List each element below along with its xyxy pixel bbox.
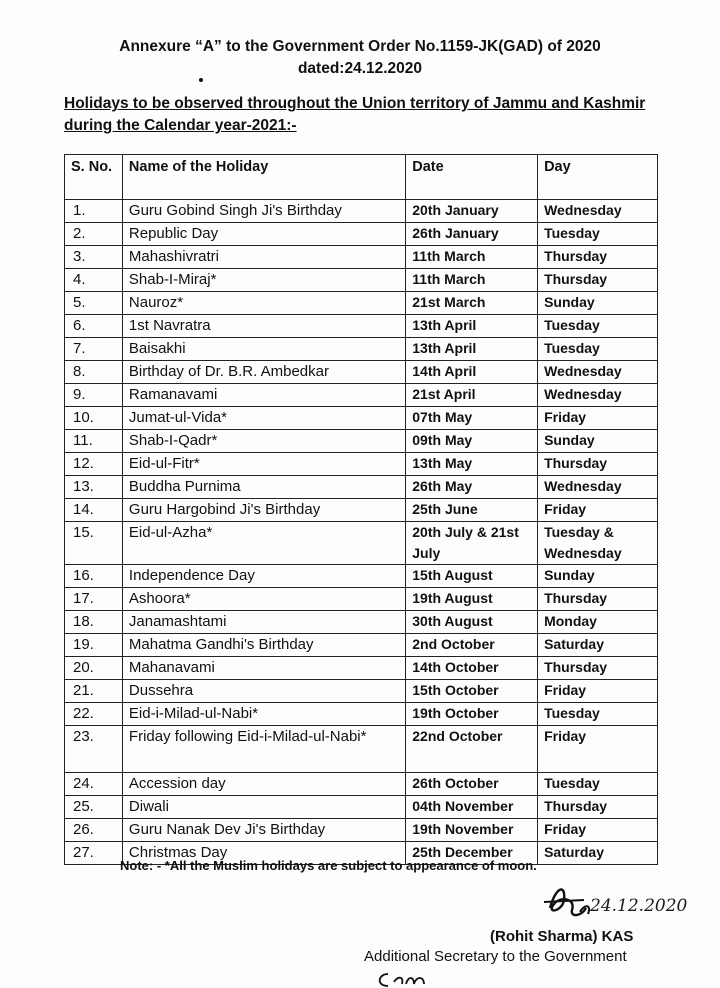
holiday-date: 25th June — [406, 499, 538, 522]
holiday-sno: 7. — [65, 338, 123, 361]
holiday-date: 21st April — [406, 384, 538, 407]
holiday-name: Eid-i-Milad-ul-Nabi* — [122, 703, 405, 726]
holiday-list-title: Holidays to be observed throughout the Union territory of Jammu and Kashmir during the Calendar year-2021:- — [64, 95, 646, 134]
holiday-name: 1st Navratra — [122, 315, 405, 338]
holiday-date: 14th October — [406, 657, 538, 680]
holiday-date: 15th October — [406, 680, 538, 703]
holiday-day: Tuesday — [538, 338, 658, 361]
holiday-name: Shab-I-Qadr* — [122, 430, 405, 453]
holiday-date: 21st March — [406, 292, 538, 315]
holiday-name: Mahashivratri — [122, 246, 405, 269]
holiday-date: 13th May — [406, 453, 538, 476]
holiday-name: Republic Day — [122, 223, 405, 246]
holiday-sno: 17. — [65, 588, 123, 611]
holiday-date: 09th May — [406, 430, 538, 453]
holiday-sno: 21. — [65, 680, 123, 703]
holiday-day: Wednesday — [538, 200, 658, 223]
holiday-sno: 15. — [65, 522, 123, 565]
table-row — [65, 773, 658, 796]
holiday-sno: 5. — [65, 292, 123, 315]
table-row — [65, 819, 658, 842]
holiday-sno: 2. — [65, 223, 123, 246]
holiday-sno: 3. — [65, 246, 123, 269]
holiday-sno: 20. — [65, 657, 123, 680]
table-row — [65, 726, 658, 773]
holiday-date: 30th August — [406, 611, 538, 634]
table-row — [65, 430, 658, 453]
table-row — [65, 223, 658, 246]
holiday-day: Thursday — [538, 269, 658, 292]
signer-designation: Additional Secretary to the Government — [364, 948, 627, 965]
holiday-day: Friday — [538, 499, 658, 522]
holiday-sno: 24. — [65, 773, 123, 796]
holiday-name: Buddha Purnima — [122, 476, 405, 499]
holiday-day: Saturday — [538, 634, 658, 657]
holiday-day: Thursday — [538, 796, 658, 819]
order-date: dated:24.12.2020 — [297, 60, 423, 77]
signer-name: (Rohit Sharma) KAS — [490, 928, 634, 945]
holiday-sno: 9. — [65, 384, 123, 407]
holiday-day: Saturday — [538, 842, 658, 865]
holiday-name: Ramanavami — [122, 384, 405, 407]
holiday-sno: 23. — [65, 726, 123, 773]
col-sno-header: S. No. — [65, 155, 123, 200]
holiday-name: Eid-ul-Azha* — [122, 522, 405, 565]
holiday-sno: 12. — [65, 453, 123, 476]
holiday-sno: 11. — [65, 430, 123, 453]
holiday-sno: 1. — [65, 200, 123, 223]
holiday-day: Wednesday — [538, 476, 658, 499]
table-row — [65, 292, 658, 315]
holiday-date: 15th August — [406, 565, 538, 588]
holiday-name: Mahanavami — [122, 657, 405, 680]
col-date-header: Date — [406, 155, 538, 200]
table-row — [65, 522, 658, 565]
holiday-day: Thursday — [538, 588, 658, 611]
holiday-date: 25th December — [406, 842, 538, 865]
holiday-name: Diwali — [122, 796, 405, 819]
holiday-date: 19th August — [406, 588, 538, 611]
holiday-sno: 14. — [65, 499, 123, 522]
holiday-day: Tuesday & Wednesday — [538, 522, 658, 565]
holiday-sno: 19. — [65, 634, 123, 657]
col-day-header: Day — [538, 155, 658, 200]
holiday-sno: 18. — [65, 611, 123, 634]
holiday-day: Wednesday — [538, 384, 658, 407]
holiday-name: Independence Day — [122, 565, 405, 588]
holiday-day: Thursday — [538, 657, 658, 680]
holiday-name: Accession day — [122, 773, 405, 796]
holiday-name: Baisakhi — [122, 338, 405, 361]
holiday-date: 13th April — [406, 338, 538, 361]
table-row — [65, 657, 658, 680]
holiday-sno: 16. — [65, 565, 123, 588]
holiday-day: Sunday — [538, 430, 658, 453]
holiday-date: 19th October — [406, 703, 538, 726]
table-row — [65, 476, 658, 499]
holiday-name: Birthday of Dr. B.R. Ambedkar — [122, 361, 405, 384]
holiday-sno: 27. — [65, 842, 123, 865]
holiday-sno: 13. — [65, 476, 123, 499]
holiday-name: Friday following Eid-i-Milad-ul-Nabi* — [122, 726, 405, 773]
table-row — [65, 200, 658, 223]
holiday-day: Sunday — [538, 292, 658, 315]
document-header — [0, 36, 720, 80]
holiday-day: Tuesday — [538, 223, 658, 246]
table-row — [65, 703, 658, 726]
holiday-date: 2nd October — [406, 634, 538, 657]
holiday-day: Monday — [538, 611, 658, 634]
table-row — [65, 499, 658, 522]
table-row — [65, 338, 658, 361]
holiday-date: 11th March — [406, 246, 538, 269]
holiday-date: 26th January — [406, 223, 538, 246]
holiday-sno: 6. — [65, 315, 123, 338]
order-title: Annexure “A” to the Government Order No.1159-JK(GAD) of 2020 — [119, 38, 601, 55]
holiday-day: Thursday — [538, 246, 658, 269]
table-row — [65, 565, 658, 588]
table-row — [65, 361, 658, 384]
ink-dot — [199, 78, 203, 82]
holiday-date: 22nd October — [406, 726, 538, 773]
holiday-name: Guru Gobind Singh Ji's Birthday — [122, 200, 405, 223]
holiday-date: 26th October — [406, 773, 538, 796]
footnote: Note: - *All the Muslim holidays are subject to appearance of moon. — [120, 858, 537, 873]
table-row — [65, 384, 658, 407]
holiday-date: 04th November — [406, 796, 538, 819]
col-name-header: Name of the Holiday — [122, 155, 405, 200]
holiday-name: Guru Nanak Dev Ji's Birthday — [122, 819, 405, 842]
holiday-date: 14th April — [406, 361, 538, 384]
holiday-day: Friday — [538, 407, 658, 430]
holiday-name: Janamashtami — [122, 611, 405, 634]
holiday-table — [64, 154, 658, 865]
holiday-day: Friday — [538, 680, 658, 703]
holiday-day: Friday — [538, 819, 658, 842]
holiday-date: 26th May — [406, 476, 538, 499]
holiday-name: Dussehra — [122, 680, 405, 703]
holiday-name: Eid-ul-Fitr* — [122, 453, 405, 476]
holiday-day: Wednesday — [538, 361, 658, 384]
holiday-date: 19th November — [406, 819, 538, 842]
table-row — [65, 680, 658, 703]
holiday-day: Tuesday — [538, 773, 658, 796]
holiday-sno: 22. — [65, 703, 123, 726]
table-row — [65, 796, 658, 819]
table-row — [65, 407, 658, 430]
holiday-name: Shab-I-Miraj* — [122, 269, 405, 292]
holiday-sno: 25. — [65, 796, 123, 819]
holiday-name: Guru Hargobind Ji's Birthday — [122, 499, 405, 522]
holiday-date: 13th April — [406, 315, 538, 338]
holiday-day: Friday — [538, 726, 658, 773]
holiday-day: Thursday — [538, 453, 658, 476]
holiday-name: Nauroz* — [122, 292, 405, 315]
signature-date: 24.12.2020 — [590, 896, 688, 916]
table-row — [65, 315, 658, 338]
table-row — [65, 634, 658, 657]
holiday-name: Ashoora* — [122, 588, 405, 611]
initials-scribble — [374, 968, 444, 988]
table-row — [65, 246, 658, 269]
table-row — [65, 611, 658, 634]
holiday-date: 20th July & 21st July — [406, 522, 538, 565]
holiday-sno: 10. — [65, 407, 123, 430]
holiday-name: Jumat-ul-Vida* — [122, 407, 405, 430]
holiday-date: 20th January — [406, 200, 538, 223]
holiday-day: Tuesday — [538, 703, 658, 726]
holiday-sno: 8. — [65, 361, 123, 384]
holiday-sno: 4. — [65, 269, 123, 292]
holiday-day: Tuesday — [538, 315, 658, 338]
holiday-date: 07th May — [406, 407, 538, 430]
holiday-name: Mahatma Gandhi's Birthday — [122, 634, 405, 657]
holiday-sno: 26. — [65, 819, 123, 842]
table-header-row — [65, 155, 658, 200]
holiday-name: Christmas Day — [122, 842, 405, 865]
holiday-day: Sunday — [538, 565, 658, 588]
table-row — [65, 588, 658, 611]
table-row — [65, 269, 658, 292]
table-row — [65, 453, 658, 476]
holiday-date: 11th March — [406, 269, 538, 292]
